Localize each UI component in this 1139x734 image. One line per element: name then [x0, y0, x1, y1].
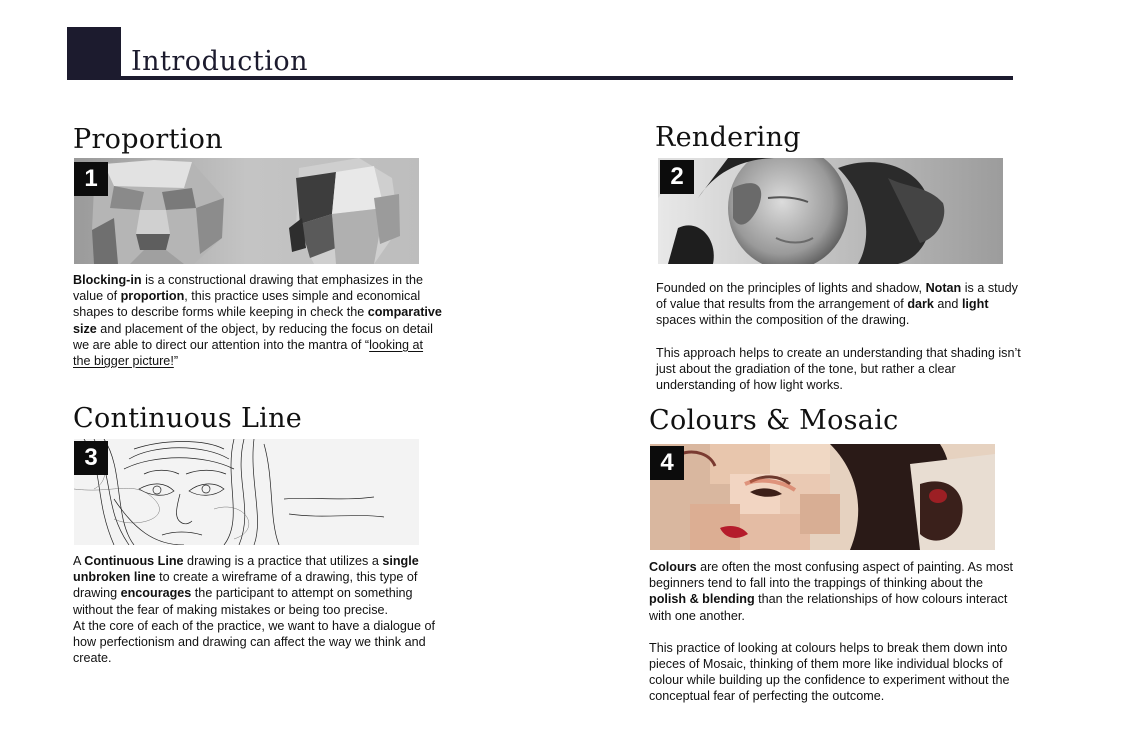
- rendering-text: [656, 280, 1028, 393]
- continuous-line-paragraph: A Continuous Line drawing is a practice that utilizes a single unbroken line to create a wireframe of a drawing, this type of drawing encourages the participant to attempt on something without the fear of making mistakes or being too precise. At the core of each of the practice, we want to have a dialogue of how perfectionism and drawing can affect the way we think and create.: [73, 554, 435, 666]
- page-title: Introduction: [131, 46, 308, 77]
- rendering-paragraph-1: Founded on the principles of lights and shadow, Notan is a study of value that results from the arrangement of dark and light spaces within the composition of the drawing.: [656, 281, 1018, 328]
- section-title-colours-mosaic: Colours & Mosaic: [649, 405, 899, 436]
- continuous-line-image: [74, 439, 419, 545]
- colours-paragraph-1: Colours are often the most confusing aspect of painting. As most beginners tend to fall into the trappings of thinking about the polish & blending than the relationships of how colours interact with one another.: [649, 560, 1014, 623]
- blocked-heads-illustration: [74, 158, 419, 264]
- mosaic-portrait-illustration: [650, 444, 995, 550]
- rendering-paragraph-2: This approach helps to create an understanding that shading isn’t just about the gradiation of the tone, but rather a clear understanding of how light works.: [656, 345, 1021, 393]
- statue-bust-illustration: [658, 158, 1003, 264]
- badge-3: 3: [74, 441, 108, 475]
- badge-1: 1: [74, 162, 108, 196]
- header-accent-square: [67, 27, 121, 79]
- rendering-image: [658, 158, 1003, 264]
- section-title-continuous-line: Continuous Line: [73, 403, 303, 434]
- badge-4: 4: [650, 446, 684, 480]
- section-title-rendering: Rendering: [655, 122, 801, 153]
- section-title-proportion: Proportion: [73, 124, 223, 155]
- colours-mosaic-image: [650, 444, 995, 550]
- badge-2: 2: [660, 160, 694, 194]
- proportion-paragraph: Blocking-in is a constructional drawing that emphasizes in the value of proportion, this practice uses simple and economical shapes to describe forms while keeping in check the comparative size and placement of the object, by reducing the focus on detail we are able to direct our attention into the mantra of “looking at the bigger picture!”: [73, 273, 442, 369]
- proportion-image: [74, 158, 419, 264]
- colours-mosaic-text: [649, 559, 1021, 705]
- bigger-picture-link[interactable]: looking at the bigger picture!: [73, 337, 424, 369]
- line-drawing-portrait-illustration: [74, 439, 419, 545]
- colours-paragraph-2: This practice of looking at colours helps to break them down into pieces of Mosaic, thinking of them more like individual blocks of colour while building up the confidence to experiment without the conceptual fear of perfecting the outcome.: [649, 640, 1010, 704]
